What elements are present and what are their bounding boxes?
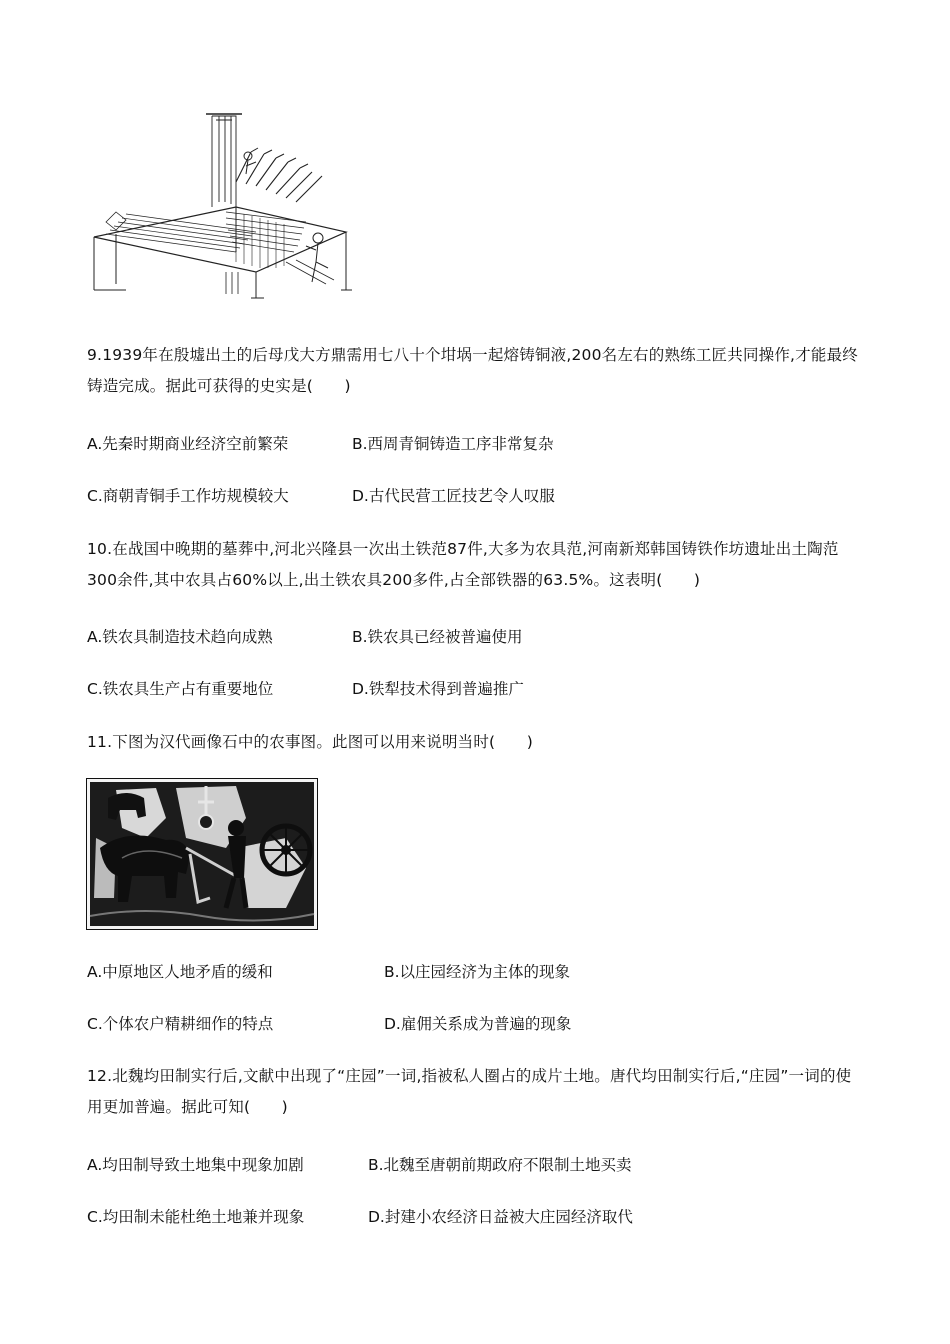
question-11-option-a[interactable]: A.中原地区人地矛盾的缓和 — [87, 963, 273, 981]
question-12-stem: 12.北魏均田制实行后,文献中出现了“庄园”一词,指被私人圈占的成片土地。唐代均田制实行后,“庄园”一词的使用更加普遍。据此可知( ) — [87, 1067, 852, 1116]
question-10-option-b[interactable]: B.铁农具已经被普遍使用 — [352, 628, 523, 646]
question-9-option-c[interactable]: C.商朝青铜手工作坊规模较大 — [87, 487, 289, 505]
loom-figure — [86, 112, 356, 300]
question-9-option-b[interactable]: B.西周青铜铸造工序非常复杂 — [352, 435, 554, 453]
question-10-option-d[interactable]: D.铁犁技术得到普遍推广 — [352, 680, 524, 698]
question-12-option-d[interactable]: D.封建小农经济日益被大庄园经济取代 — [368, 1208, 633, 1226]
question-11-stem: 11.下图为汉代画像石中的农事图。此图可以用来说明当时( ) — [87, 733, 533, 751]
question-10-option-a[interactable]: A.铁农具制造技术趋向成熟 — [87, 628, 273, 646]
farming-relief-figure — [86, 778, 318, 930]
question-9-option-a[interactable]: A.先秦时期商业经济空前繁荣 — [87, 435, 289, 453]
han-stone-relief-farming-icon — [86, 778, 318, 930]
question-12-option-a[interactable]: A.均田制导致土地集中现象加剧 — [87, 1156, 304, 1174]
question-9-option-d[interactable]: D.古代民营工匠技艺令人叹服 — [352, 487, 555, 505]
loom-drawing-icon — [86, 112, 356, 300]
question-11-option-c[interactable]: C.个体农户精耕细作的特点 — [87, 1015, 274, 1033]
question-12-option-b[interactable]: B.北魏至唐朝前期政府不限制土地买卖 — [368, 1156, 632, 1174]
question-11-option-d[interactable]: D.雇佣关系成为普遍的现象 — [384, 1015, 572, 1033]
question-9-stem: 9.1939年在殷墟出土的后母戊大方鼎需用七八十个坩埚一起熔铸铜液,200名左右的熟练工匠共同操作,才能最终铸造完成。据此可获得的史实是( ) — [87, 346, 858, 395]
question-10-stem: 10.在战国中晚期的墓葬中,河北兴隆县一次出土铁范87件,大多为农具范,河南新郑韩国铸铁作坊遗址出土陶范300余件,其中农具占60%以上,出土铁农具200多件,占全部铁器的63.5%。这表明( ) — [87, 540, 839, 589]
question-10-option-c[interactable]: C.铁农具生产占有重要地位 — [87, 680, 274, 698]
question-12-option-c[interactable]: C.均田制未能杜绝土地兼并现象 — [87, 1208, 305, 1226]
question-11-option-b[interactable]: B.以庄园经济为主体的现象 — [384, 963, 571, 981]
